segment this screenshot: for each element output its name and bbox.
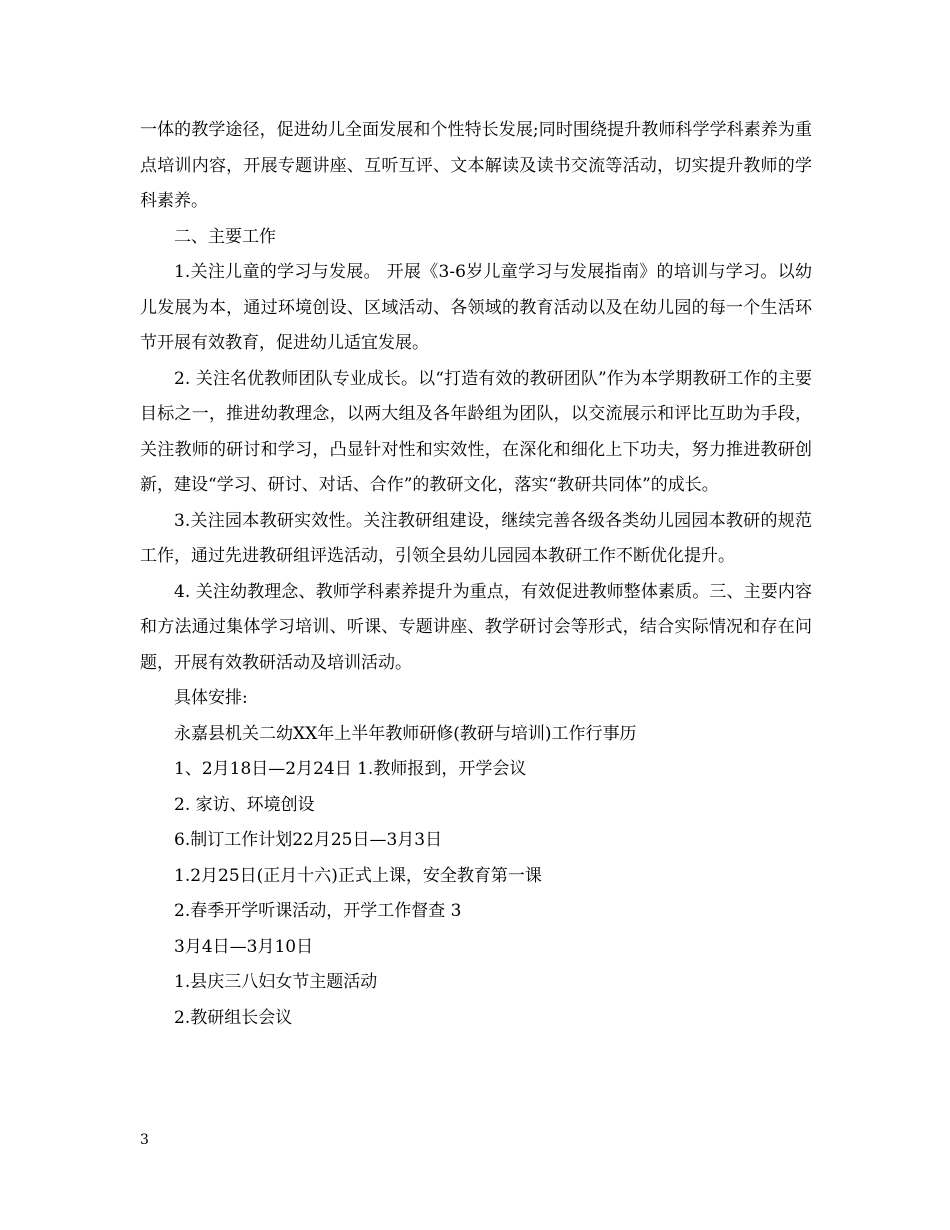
schedule-line: 2.春季开学听课活动，开学工作督查 3	[174, 901, 462, 921]
schedule-line: 3月4日—3月10日	[174, 936, 314, 957]
document-body	[140, 113, 812, 1036]
schedule-title: 永嘉县机关二幼XX年上半年教师研修(教研与培训)工作行事历	[174, 723, 637, 744]
paragraph-item-1: 1.关注儿童的学习与发展。 开展《3-6岁儿童学习与发展指南》的培训与学习。以幼儿发展为本，通过环境创设、区域活动、各领域的教育活动以及在幼儿园的每一个生活环节开展有效教育，促进幼儿适宜发展。	[140, 262, 812, 353]
schedule-line: 1.县庆三八妇女节主题活动	[174, 972, 378, 992]
schedule-line: 1.2月25日(正月十六)正式上课，安全教育第一课	[174, 865, 542, 886]
paragraph-item-2: 2. 关注名优教师团队专业成长。以“打造有效的教研团队”作为本学期教研工作的主要目标之一，推进幼教理念，以两大组及各年龄组为团队，以交流展示和评比互助为手段，关注教师的研讨和学习，凸显针对性和实效性，在深化和细化上下功夫，努力推进教研创新，建设“学习、研讨、对话、合作”的教研文化，落实“教研共同体”的成长。	[140, 368, 812, 495]
schedule-line: 2. 家访、环境创设	[174, 794, 315, 815]
paragraph-item-4: 4. 关注幼教理念、教师学科素养提升为重点，有效促进教师整体素质。三、主要内容和方法通过集体学习培训、听课、专题讲座、教学研讨会等形式，结合实际情况和存在问题，开展有效教研活动及培训活动。	[140, 581, 812, 673]
schedule-line: 1、2月18日—2月24日 1.教师报到，开学会议	[174, 759, 527, 779]
section-heading-main-work: 二、主要工作	[174, 226, 276, 247]
schedule-line: 6.制订工作计划22月25日—3月3日	[174, 830, 443, 850]
paragraph-item-3: 3.关注园本教研实效性。关注教研组建设，继续完善各级各类幼儿园园本教研的规范工作，通过先进教研组评选活动，引领全县幼儿园园本教研工作不断优化提升。	[140, 510, 812, 566]
schedule-line: 2.教研组长会议	[174, 1007, 293, 1028]
page-number: 3	[140, 1132, 149, 1148]
paragraph-continuation: 一体的教学途径，促进幼儿全面发展和个性特长发展;同时围绕提升教师科学学科素养为重点培训内容，开展专题讲座、互听互评、文本解读及读书交流等活动，切实提升教师的学科素养。	[140, 120, 812, 211]
schedule-intro: 具体安排:	[174, 688, 248, 708]
